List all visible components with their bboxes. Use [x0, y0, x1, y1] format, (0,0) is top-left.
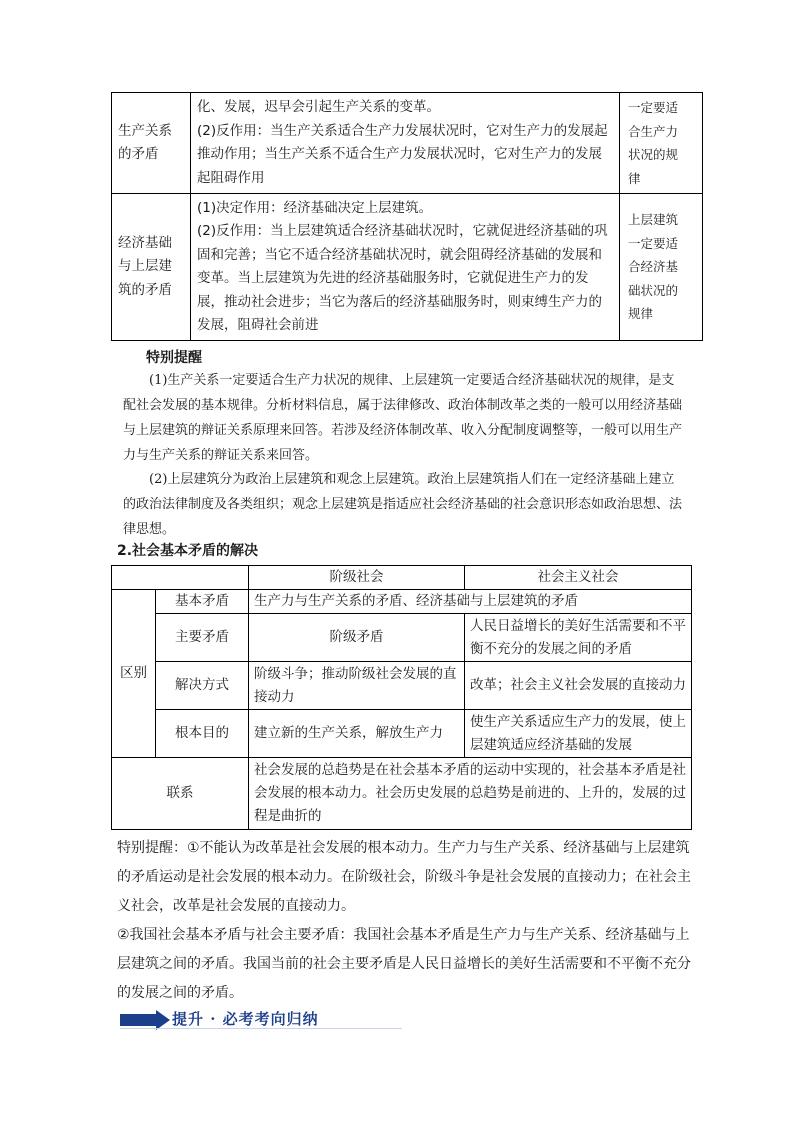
row-name [112, 194, 191, 341]
contradiction-table [111, 92, 703, 341]
special-note-title: 特别提醒 [146, 350, 202, 366]
row-name-text: 经济基础与上层建筑的矛盾 [118, 234, 172, 298]
row-label: 基本矛盾 [156, 590, 249, 614]
table-row [112, 93, 703, 194]
row-label: 根本目的 [156, 710, 249, 758]
cell: 使生产关系适应生产力的发展，使上层建筑适应经济基础的发展 [465, 710, 692, 758]
content-line: (1)决定作用：经济基础决定上层建筑。 [197, 199, 433, 216]
header-socialist-society: 社会主义社会 [465, 566, 692, 590]
row-content [191, 194, 620, 341]
special-note-2-paragraph: ②我国社会基本矛盾与社会主要矛盾：我国社会基本矛盾是生产力与生产关系、经济基础与上层建筑之间的矛盾。我国当前的社会主要矛盾是人民日益增长的美好生活需要和不平衡不充分的发展之间的矛盾。 [117, 927, 691, 1001]
content-line: (2)反作用：当上层建筑适合经济基础状况时，它就促进经济基础的巩固和完善；当它不适合经济基础状况时，就会阻碍经济基础的发展和变革。当上层建筑为先进的经济基础服务时，它就促进生产力的发展，推动社会进步；当它为落后的经济基础服务时，则束缚生产力的发展，阻碍社会前进 [197, 223, 608, 333]
row-law-text: 一定要适合生产力状况的规律 [628, 100, 679, 186]
group-label: 区别 [112, 590, 156, 758]
header-class-society: 阶级社会 [249, 566, 465, 590]
row-name-text: 生产关系的矛盾 [118, 122, 172, 162]
table-row [112, 614, 692, 662]
banner-title: 提升 · 必考考向归纳 [172, 1010, 319, 1028]
banner-underline [120, 1028, 402, 1029]
banner-bar [120, 1014, 156, 1026]
cell: 阶级矛盾 [249, 614, 465, 662]
content-line: (2)反作用：当生产关系适合生产力发展状况时，它对生产力的发展起推动作用；当生产关系不适合生产力发展状况时，它对生产力的发展起阻碍作用 [197, 122, 608, 186]
header-empty [112, 566, 249, 590]
row-label: 主要矛盾 [156, 614, 249, 662]
section-banner [120, 1008, 402, 1030]
cell: 人民日益增长的美好生活需要和不平衡不充分的发展之间的矛盾 [465, 614, 692, 662]
table-row [112, 590, 692, 614]
table-row [112, 758, 692, 830]
cell: 建立新的生产关系，解放生产力 [249, 710, 465, 758]
table-row [112, 662, 692, 710]
row-label: 联系 [112, 758, 249, 830]
cell: 生产力与生产关系的矛盾、经济基础与上层建筑的矛盾 [249, 590, 692, 614]
row-label: 解决方式 [156, 662, 249, 710]
special-note-paragraph: (1)生产关系一定要适合生产力状况的规律、上层建筑一定要适合经济基础状况的规律，是支配社会发展的基本规律。分析材料信息，属于法律修改、政治体制改革之类的一般可以用经济基础与上层建筑的辩证关系原理来回答。若涉及经济体制改革、收入分配制度调整等，一般可以用生产力与生产关系的辩证关系来回答。 [123, 373, 683, 463]
special-note-2-paragraph: 特别提醒：①不能认为改革是社会发展的根本动力。生产力与生产关系、经济基础与上层建筑的矛盾运动是社会发展的根本动力。在阶级社会，阶级斗争是社会发展的直接动力；在社会主义社会，改革是社会发展的直接动力。 [117, 840, 691, 914]
section-title: 2.社会基本矛盾的解决 [117, 543, 259, 559]
table-row [112, 710, 692, 758]
row-content [191, 93, 620, 194]
banner-arrow-icon [156, 1010, 170, 1030]
cell: 社会发展的总趋势是在社会基本矛盾的运动中实现的，社会基本矛盾是社会发展的根本动力。社会历史发展的总趋势是前进的、上升的，发展的过程是曲折的 [249, 758, 692, 830]
row-law [620, 93, 703, 194]
table-header-row [112, 566, 692, 590]
row-name [112, 93, 191, 194]
resolution-table [111, 565, 692, 830]
row-law-text: 上层建筑一定要适合经济基础状况的规律 [628, 212, 679, 322]
special-note-paragraph: (2)上层建筑分为政治上层建筑和观念上层建筑。政治上层建筑指人们在一定经济基础上建立的政治法律制度及各类组织；观念上层建筑是指适应社会经济基础的社会意识形态如政治思想、法律思想。 [123, 472, 683, 537]
cell: 改革；社会主义社会发展的直接动力 [465, 662, 692, 710]
cell: 阶级斗争；推动阶级社会发展的直接动力 [249, 662, 465, 710]
row-law [620, 194, 703, 341]
table-row [112, 194, 703, 341]
content-line: 化、发展，迟早会引起生产关系的变革。 [197, 99, 440, 115]
